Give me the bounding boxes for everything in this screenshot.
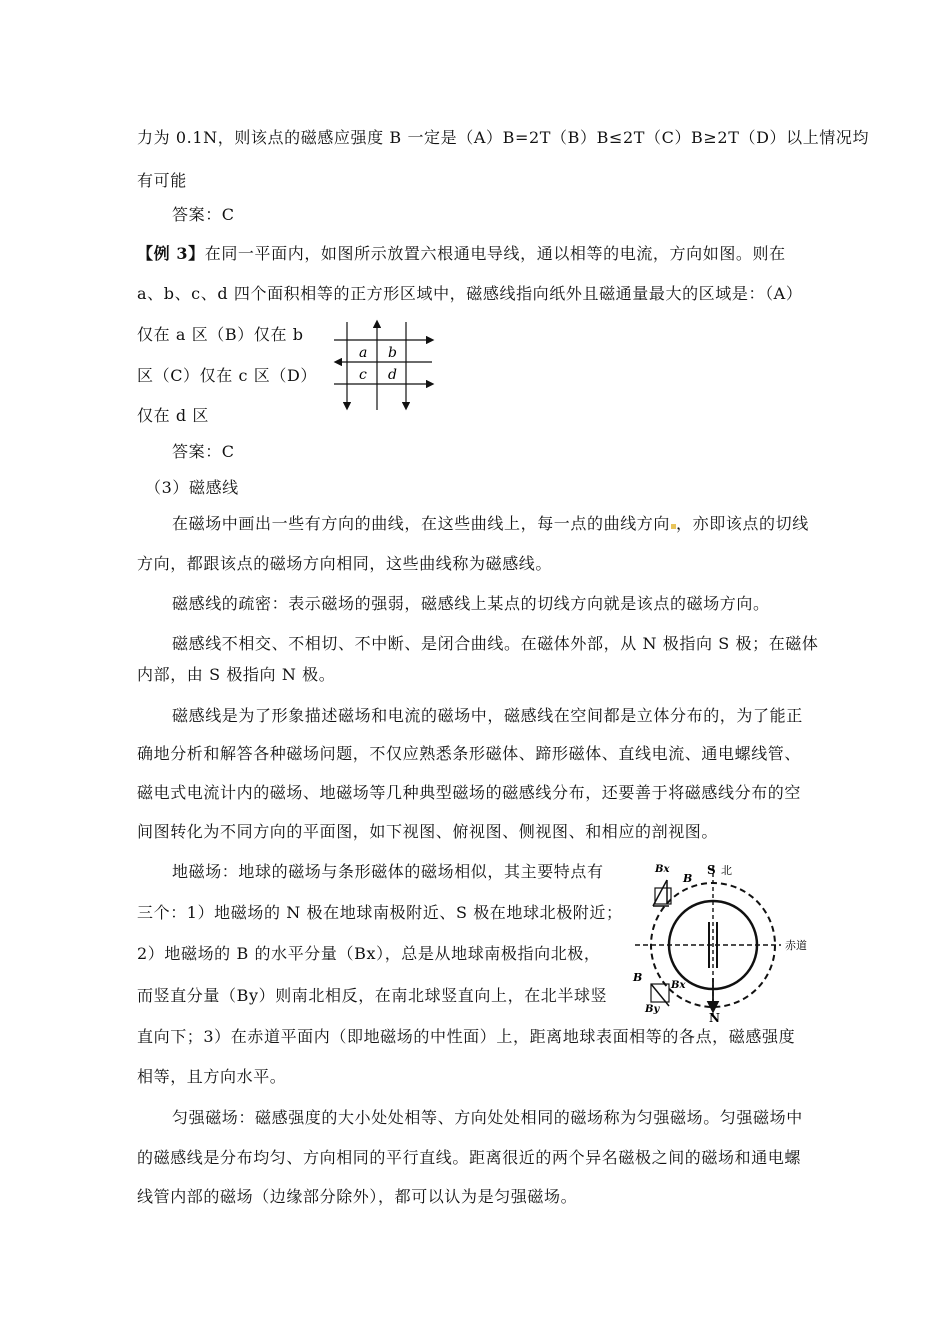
earth-field-diagram [625, 860, 815, 1025]
label-B-top: B [683, 872, 693, 885]
para5-line-4: 而竖直分量（By）则南北相反，在南北球竖直向上，在北半球竖 [137, 986, 608, 1005]
para5-line-5: 直向下；3）在赤道平面内（即地磁场的中性面）上，距离地球表面相等的各点，磁感强度 [137, 1027, 796, 1046]
label-N: N [709, 1011, 720, 1025]
question-line-2: 有可能 [137, 171, 187, 190]
para4-line-1: 磁感线是为了形象描述磁场和电流的磁场中，磁感线在空间都是立体分布的，为了能正 [172, 706, 803, 725]
para4-line-3: 磁电式电流计内的磁场、地磁场等几种典型磁场的磁感线分布，还要善于将磁感线分布的空 [137, 783, 802, 802]
label-Bx-top: Bx [655, 864, 670, 875]
label-Bx-bottom: Bx [671, 980, 686, 991]
para1-line-1 [172, 514, 809, 534]
earth-magnetic-field-figure [625, 860, 815, 1025]
para5-line-3: 2）地磁场的 B 的水平分量（Bx），总是从地球南极指向北极， [137, 944, 601, 963]
example3-text: 在同一平面内，如图所示放置六根通电导线，通以相等的电流，方向如图。则在 [204, 244, 786, 263]
para4-line-2: 确地分析和解答各种磁场问题，不仅应熟悉条形磁体、蹄形磁体、直线电流、通电螺线管、 [137, 744, 802, 763]
para2: 磁感线的疏密：表示磁场的强弱，磁感线上某点的切线方向就是该点的磁场方向。 [172, 594, 770, 613]
region-c-label: c [359, 367, 367, 383]
para5-line-6: 相等，且方向水平。 [137, 1067, 287, 1086]
wire-grid-figure [328, 318, 440, 413]
region-b-label: b [388, 345, 397, 361]
example3-line-4: 区（C）仅在 c 区（D） [137, 366, 318, 385]
section-heading: （3）磁感线 [145, 478, 239, 497]
label-north: 北 [721, 864, 732, 877]
label-B-bottom: B [633, 971, 643, 984]
label-equator: 赤道 [785, 939, 807, 952]
para1-tail: ，亦即该点的切线 [676, 514, 809, 533]
para4-line-4: 间图转化为不同方向的平面图，如下视图、俯视图、侧视图、和相应的剖视图。 [137, 822, 719, 841]
wire-grid-diagram [328, 318, 440, 413]
region-d-label: d [388, 367, 397, 383]
answer-1: 答案：C [172, 205, 235, 224]
para5-line-1: 地磁场：地球的磁场与条形磁体的磁场相似，其主要特点有 [172, 862, 604, 881]
example3-line-2: a、b、c、d 四个面积相等的正方形区域中，磁感线指向纸外且磁通量最大的区域是：（A） [137, 284, 803, 303]
example3-line-5: 仅在 d 区 [137, 406, 210, 425]
para5-line-2: 三个：1）地磁场的 N 极在地球南极附近、S 极在地球北极附近； [137, 903, 623, 922]
example3-line-3: 仅在 a 区（B）仅在 b [137, 325, 304, 344]
para1-line-2: 方向，都跟该点的磁场方向相同，这些曲线称为磁感线。 [137, 554, 553, 573]
para3-line-1: 磁感线不相交、不相切、不中断、是闭合曲线。在磁体外部，从 N 极指向 S 极；在磁体 [172, 634, 819, 653]
example3-line-1 [137, 244, 786, 264]
para6-line-1: 匀强磁场：磁感强度的大小处处相等、方向处处相同的磁场称为匀强磁场。匀强磁场中 [172, 1108, 803, 1127]
question-line-1: 力为 0.1N，则该点的磁感应强度 B 一定是（A）B=2T（B）B≤2T（C）B≥2T（D）以上情况均 [137, 128, 870, 147]
para6-line-3: 线管内部的磁场（边缘部分除外），都可以认为是匀强磁场。 [137, 1187, 578, 1206]
label-By-bottom: By [645, 1004, 660, 1015]
para3-line-2: 内部，由 S 极指向 N 极。 [137, 665, 336, 684]
answer-2: 答案：C [172, 442, 235, 461]
vector-b-bottom [651, 984, 669, 1006]
example3-tag: 【例 3】 [137, 244, 205, 263]
region-a-label: a [359, 345, 368, 361]
label-S: S [707, 863, 716, 877]
para1-text: 在磁场中画出一些有方向的曲线，在这些曲线上，每一点的曲线方向 [172, 514, 671, 533]
para6-line-2: 的磁感线是分布均匀、方向相同的平行直线。距离很近的两个异名磁极之间的磁场和通电螺 [137, 1148, 802, 1167]
